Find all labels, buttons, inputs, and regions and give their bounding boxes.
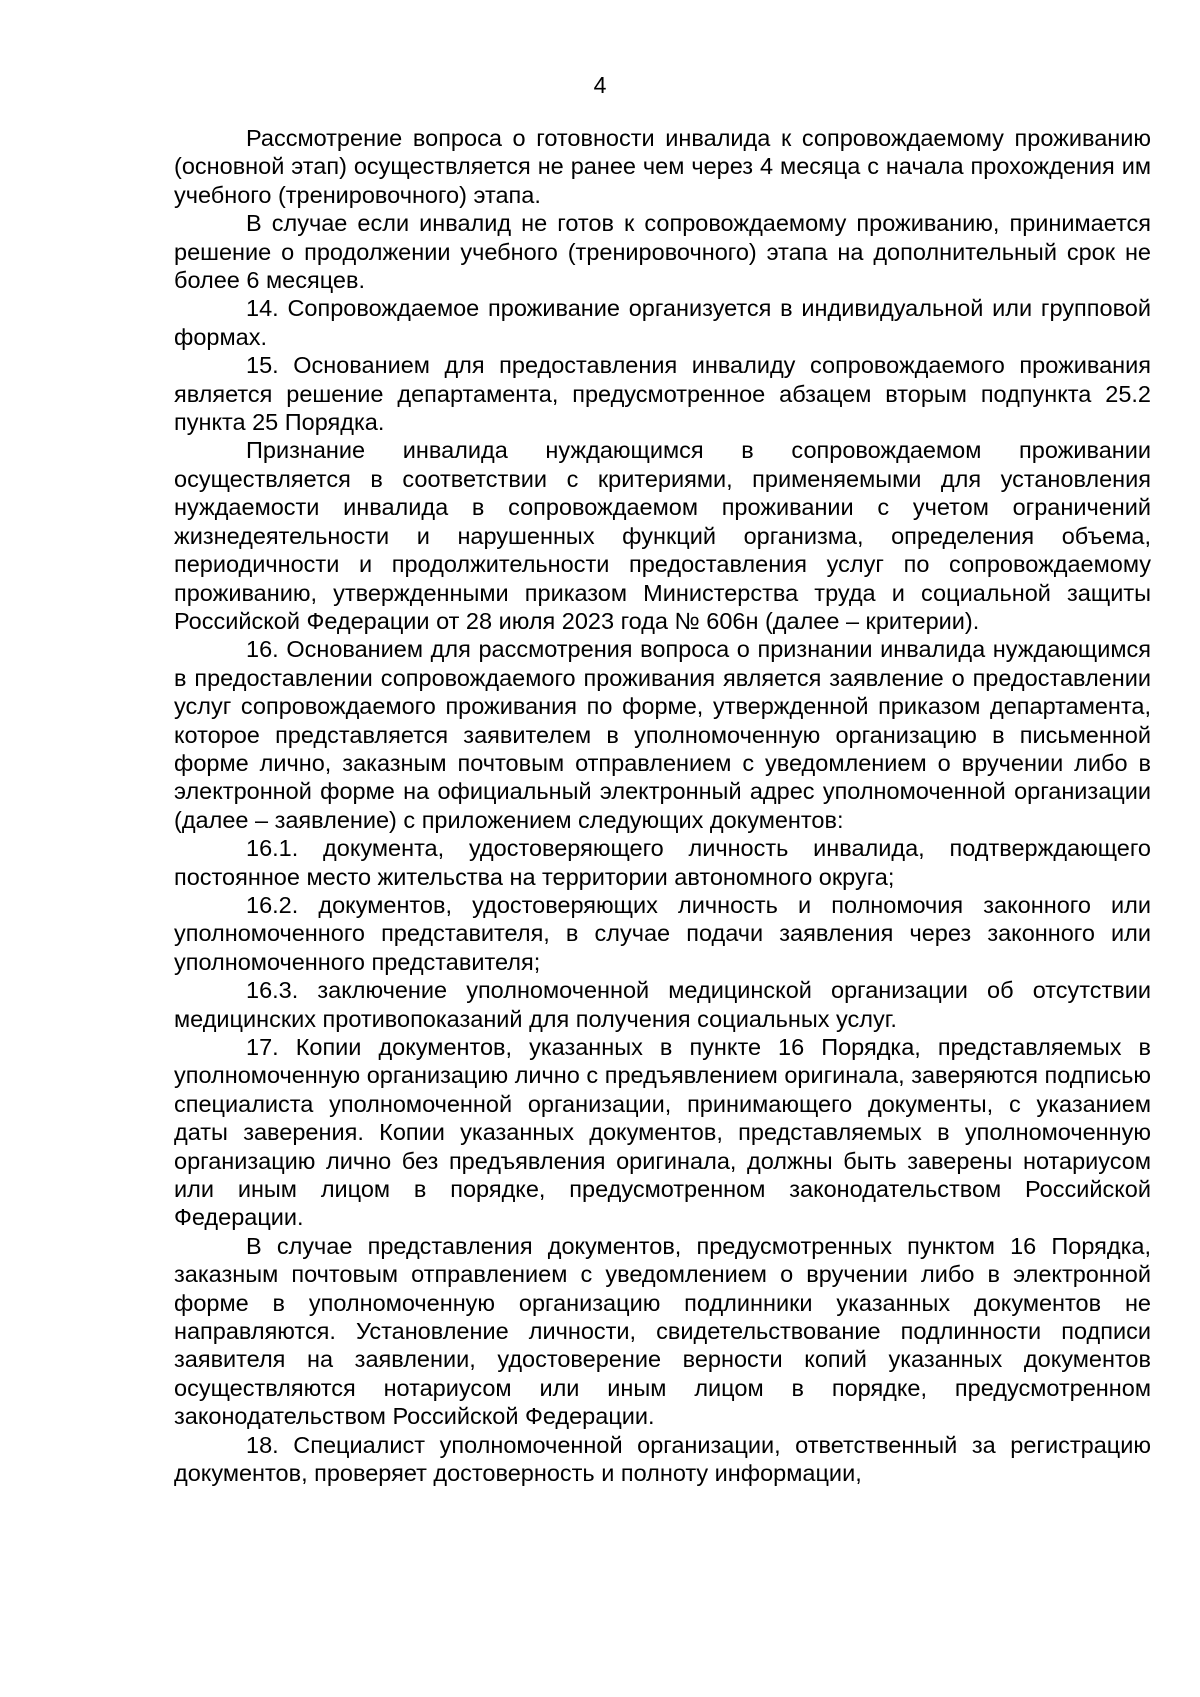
document-body (174, 124, 1151, 1488)
paragraph-item-16-3: 16.3. заключение уполномоченной медицинской организации об отсутствии медицинских противопоказаний для получения социальных услуг. (174, 977, 1151, 1032)
paragraph-item-14: 14. Сопровождаемое проживание организуется в индивидуальной или групповой формах. (174, 295, 1151, 350)
paragraph-item-16-1: 16.1. документа, удостоверяющего личность инвалида, подтверждающего постоянное место жительства на территории автономного округа; (174, 835, 1151, 890)
paragraph-item-18: 18. Специалист уполномоченной организации, ответственный за регистрацию документов, проверяет достоверность и полноту информации, (174, 1431, 1151, 1487)
paragraph-criteria: Признание инвалида нуждающимся в сопровождаемом проживании осуществляется в соответствии с критериями, применяемыми для установления нуждаемости инвалида в сопровождаемом проживании с учетом ограничений жизнедеятельности и нарушенных функций организма, определения объема, периодичности и продолжительности предоставления услуг по сопровождаемому проживанию, утвержденными приказом Министерства труда и социальной защиты Российской Федерации от 28 июля 2023 года № 606н (далее – критерии). (174, 437, 1151, 634)
paragraph-item-17: 17. Копии документов, указанных в пункте 16 Порядка, представляемых в уполномоченную организацию лично с предъявлением оригинала, заверяются подписью специалиста уполномоченной организации, принимающего документы, с указанием даты заверения. Копии указанных документов, представляемых в уполномоченную организацию лично без предъявления оригинала, должны быть заверены нотариусом или иным лицом в порядке, предусмотренном законодательством Российской Федерации. (174, 1034, 1151, 1231)
page-number: 4 (593, 72, 607, 98)
paragraph-item-15: 15. Основанием для предоставления инвалиду сопровождаемого проживания является решение департамента, предусмотренное абзацем вторым подпункта 25.2 пункта 25 Порядка. (174, 352, 1151, 436)
paragraph-main-stage-timing: Рассмотрение вопроса о готовности инвалида к сопровождаемому проживанию (основной этап) осуществляется не ранее чем через 4 месяца с начала прохождения им учебного (тренировочного) этапа. (174, 125, 1151, 208)
paragraph-postal-submission: В случае представления документов, предусмотренных пунктом 16 Порядка, заказным почтовым отправлением с уведомлением о вручении либо в электронной форме в уполномоченную организацию подлинники указанных документов не направляются. Установление личности, свидетельствование подлинности подписи заявителя на заявлении, удостоверение верности копий указанных документов осуществляются нотариусом или иным лицом в порядке, предусмотренном законодательством Российской Федерации. (174, 1232, 1151, 1430)
paragraph-item-16: 16. Основанием для рассмотрения вопроса о признании инвалида нуждающимся в предоставлении сопровождаемого проживания является заявление о предоставлении услуг сопровождаемого проживания по форме, утвержденной приказом департамента, которое представляется заявителем в уполномоченную организацию в письменной форме лично, заказным почтовым отправлением с уведомлением о вручении либо в электронной форме на официальный электронный адрес уполномоченной организации (далее – заявление) с приложением следующих документов: (174, 636, 1151, 833)
paragraph-training-extension: В случае если инвалид не готов к сопровождаемому проживанию, принимается решение о продолжении учебного (тренировочного) этапа на дополнительный срок не более 6 месяцев. (174, 210, 1151, 294)
paragraph-item-16-2: 16.2. документов, удостоверяющих личность и полномочия законного или уполномоченного представителя, в случае подачи заявления через законного или уполномоченного представителя; (174, 891, 1151, 975)
